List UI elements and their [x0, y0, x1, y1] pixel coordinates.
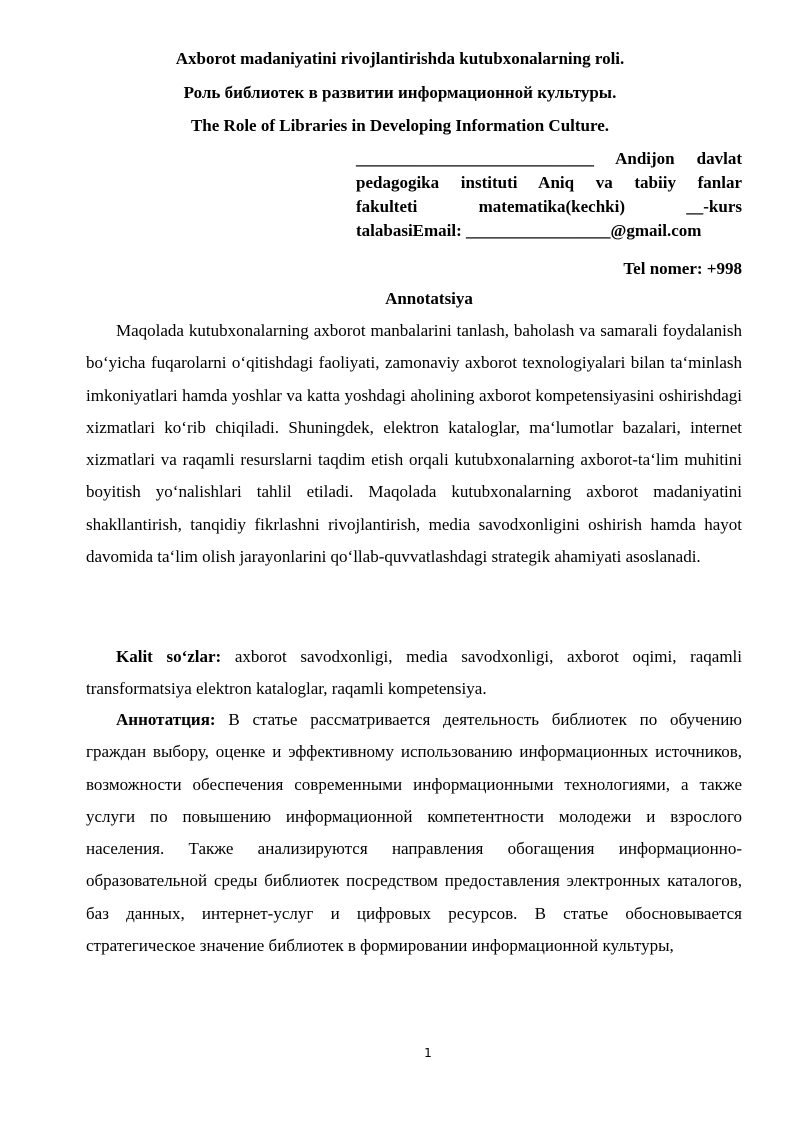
keywords-label: Kalit soʻzlar:: [116, 647, 222, 666]
author-email-line: talabasiEmail: _________________@gmail.com: [356, 221, 702, 240]
title-russian: Роль библиотек в развитии информационной культуры.: [183, 83, 617, 102]
annotation-heading: Annotatsiya: [385, 289, 473, 308]
author-phone: Tel nomer: +998: [623, 259, 742, 278]
annotation-uzbek-paragraph: [86, 315, 742, 573]
author-line-2: pedagogika instituti Aniq va tabiiy fanlar: [356, 173, 742, 192]
author-line-1: ____________________________ Andijon davlat: [356, 149, 742, 168]
author-block: [356, 147, 742, 243]
page-number: 1: [424, 1046, 432, 1060]
annotation-uzbek-text: Maqolada kutubxonalarning axborot manbalarini tanlash, baholash va samarali foydalanish boʻyicha fuqarolarni oʻqitishdagi faoliyati, zamonaviy axborot texnologiyalari bilan taʻminlash imkoniyatlari hamda yoshlar va katta yoshdagi aholining axborot kompetensiyasini oshirishdagi xizmatlari koʻrib chiqiladi. Shuningdek, elektron kataloglar, maʻlumotlar bazalari, internet xizmatlari va raqamli resurslarni taqdim etish orqali kutubxonalarning axborot-taʻlim muhitini boyitish yoʻnalishlari tahlil etiladi. Maqolada kutubxonalarning axborot madaniyatini shakllantirish, tanqidiy fikrlashni rivojlantirish, media savodxonligini oshirish hamda hayot davomida taʻlim olish jarayonlarini qoʻllab-quvvatlashdagi strategik ahamiyati asoslanadi.: [86, 321, 742, 567]
annotation-russian-text: В статье рассматривается деятельность библиотек по обучению граждан выбору, оценке и эффективному использованию информационных источников, возможности обеспечения современными информационными технологиями, а также услуги по повышению информационной компетентности молодежи и взрослого населения. Также анализируются направления обогащения информационно-образовательной среды библиотек посредством предоставления электронных каталогов, баз данных, интернет-услуг и цифровых ресурсов. В статье обосновывается стратегическое значение библиотек в формировании информационной культуры,: [86, 710, 742, 956]
title-english: The Role of Libraries in Developing Information Culture.: [190, 116, 610, 135]
annotation-russian-label: Аннотатция:: [116, 710, 216, 729]
title-uzbek: Axborot madaniyatini rivojlantirishda kutubxonalarning roli.: [175, 49, 625, 68]
keywords-paragraph: [86, 641, 742, 706]
keywords-text: axborot savodxonligi, media savodxonligi, axborot oqimi, raqamli transformatsiya elektron kataloglar, raqamli kompetensiya.: [86, 647, 742, 699]
author-line-3: fakulteti matematika(kechki) __-kurs: [356, 197, 742, 216]
annotation-russian-paragraph: [86, 704, 742, 962]
